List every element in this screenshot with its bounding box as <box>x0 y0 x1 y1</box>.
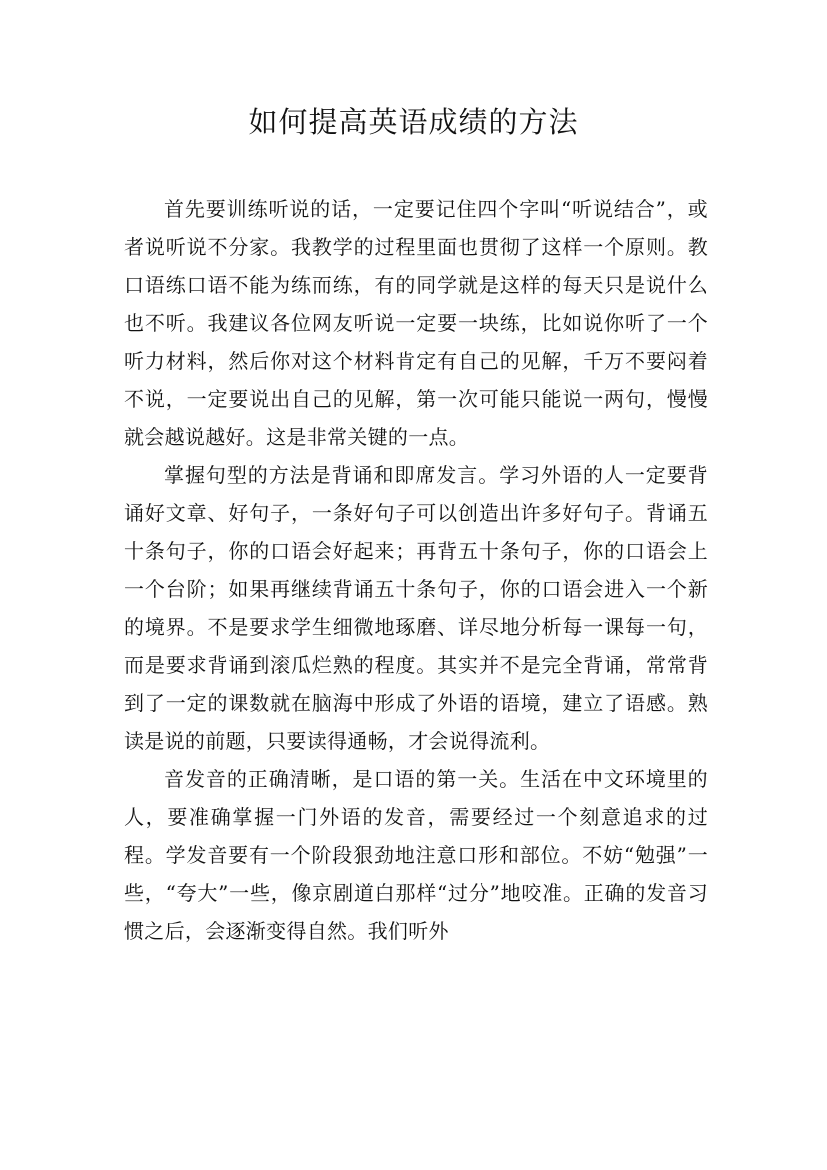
paragraph-3: 音发音的正确清晰，是口语的第一关。生活在中文环境里的人，要准确掌握一门外语的发音，需要经过一个刻意追求的过程。学发音要有一个阶段狠劲地注意口形和部位。不妨“勉强”一些，“夸大”一些，像京剧道白那样“过分”地咬准。正确的发音习惯之后，会逐渐变得自然。我们听外 <box>124 767 708 943</box>
document-title: 如何提高英语成绩的方法 <box>248 105 579 139</box>
document-body <box>124 190 708 950</box>
paragraph-1: 首先要训练听说的话，一定要记住四个字叫“听说结合”，或者说听说不分家。我教学的过程里面也贯彻了这样一个原则。教口语练口语不能为练而练，有的同学就是这样的每天只是说什么也不听。我建议各位网友听说一定要一块练，比如说你听了一个听力材料，然后你对这个材料肯定有自己的见解，千万不要闷着不说，一定要说出自己的见解，第一次可能只能说一两句，慢慢就会越说越好。这是非常关键的一点。 <box>124 197 708 449</box>
paragraph-2: 掌握句型的方法是背诵和即席发言。学习外语的人一定要背诵好文章、好句子，一条好句子可以创造出许多好句子。背诵五十条句子，你的口语会好起来；再背五十条句子，你的口语会上一个台阶；如果再继续背诵五十条句子，你的口语会进入一个新的境界。不是要求学生细微地琢磨、详尽地分析每一课每一句，而是要求背诵到滚瓜烂熟的程度。其实并不是完全背诵，常常背到了一定的课数就在脑海中形成了外语的语境，建立了语感。熟读是说的前题，只要读得通畅，才会说得流利。 <box>124 463 708 753</box>
